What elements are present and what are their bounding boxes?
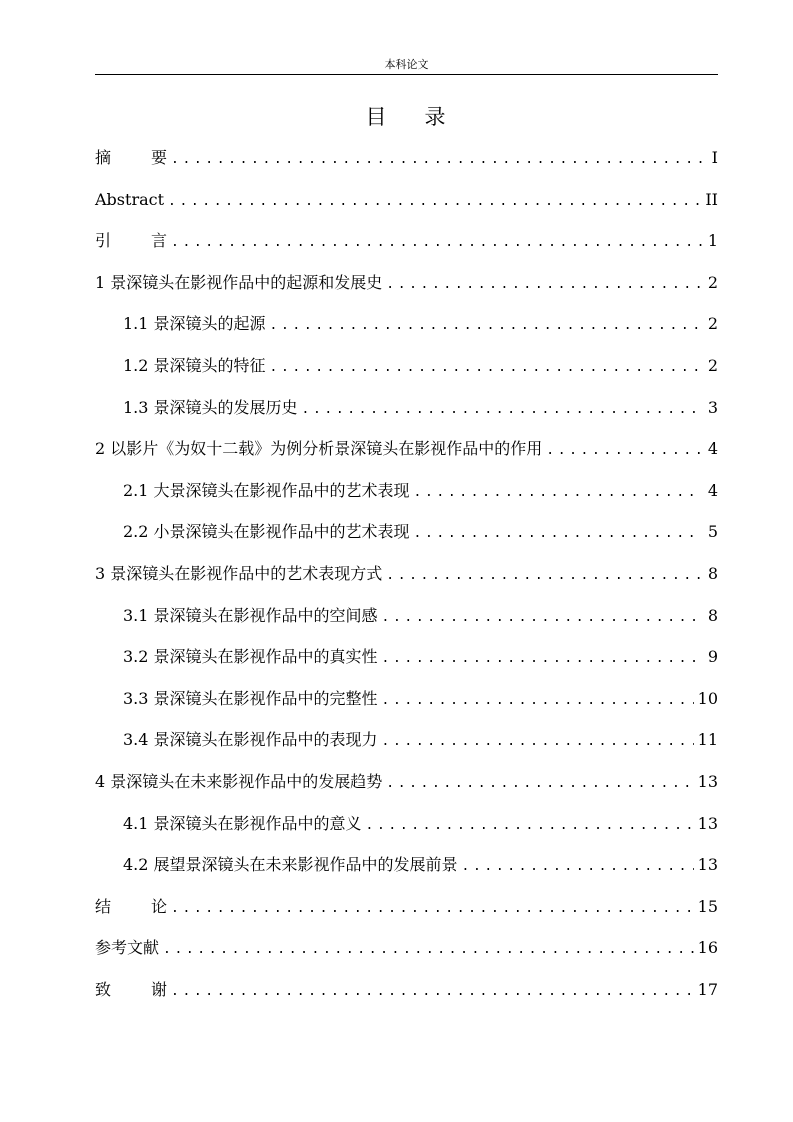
toc-leader-dots (386, 555, 702, 597)
toc-subentry[interactable] (95, 470, 718, 512)
toc-entry-label: 2 以影片《为奴十二载》为例分析景深镜头在影视作品中的作用 (95, 439, 543, 459)
toc-entry-label: 2.1 大景深镜头在影视作品中的艺术表现 (123, 480, 410, 500)
toc-entry-page: 4 (707, 439, 718, 459)
toc-subentry[interactable] (95, 803, 718, 845)
toc-leader-dots (462, 846, 694, 888)
toc-entry-page: 13 (697, 855, 718, 875)
toc-entry-label: 摘 要 (95, 148, 168, 167)
toc-subentry[interactable] (95, 595, 718, 637)
toc-entry-label: Abstract (95, 189, 165, 209)
toc-subentry[interactable] (95, 303, 718, 345)
toc-entry-page: 11 (697, 730, 718, 750)
toc-entry[interactable] (95, 969, 718, 1011)
toc-leader-dots (386, 763, 693, 805)
toc-entry-label: 引 言 (95, 231, 168, 251)
toc-leader-dots (382, 680, 694, 722)
toc-leader-dots (382, 597, 702, 639)
toc-entry-label: 致 谢 (95, 979, 168, 999)
toc-leader-dots (168, 181, 701, 223)
toc-entry[interactable] (95, 886, 718, 928)
toc-entry-label: 1 景深镜头在影视作品中的起源和发展史 (95, 272, 383, 292)
table-of-contents (95, 137, 718, 1010)
toc-entry-page: 3 (707, 397, 718, 417)
toc-title (95, 101, 718, 131)
toc-leader-dots (382, 638, 702, 680)
toc-entry-label: 参考文献 (95, 938, 160, 958)
toc-leader-dots (382, 721, 694, 763)
toc-entry-label: 3.1 景深镜头在影视作品中的空间感 (123, 605, 378, 625)
toc-entry-page: 15 (697, 896, 718, 916)
toc-entry-label: 1.3 景深镜头的发展历史 (123, 397, 298, 417)
toc-leader-dots (414, 472, 702, 514)
toc-leader-dots (270, 347, 702, 389)
toc-entry-page: 9 (707, 647, 718, 667)
toc-entry-label: 3.3 景深镜头在影视作品中的完整性 (123, 688, 378, 708)
toc-entry-label: 1.2 景深镜头的特征 (123, 355, 266, 375)
toc-entry-page: 10 (697, 688, 718, 708)
toc-entry[interactable] (95, 262, 718, 304)
header-divider (95, 74, 718, 75)
toc-entry-page: 2 (707, 272, 718, 292)
toc-entry[interactable] (95, 927, 718, 969)
toc-entry-label: 3.4 景深镜头在影视作品中的表现力 (123, 730, 378, 750)
toc-entry-label: 4 景深镜头在未来影视作品中的发展趋势 (95, 771, 383, 791)
toc-leader-dots (366, 805, 694, 847)
toc-entry-label: 1.1 景深镜头的起源 (123, 314, 266, 334)
toc-leader-dots (270, 305, 702, 347)
toc-entry[interactable] (95, 553, 718, 595)
toc-entry-page: 8 (707, 563, 718, 583)
page-header: 本科论文 (384, 58, 429, 71)
toc-entry-page: 17 (697, 979, 718, 999)
toc-entry-page: 2 (707, 355, 718, 375)
toc-subentry[interactable] (95, 387, 718, 429)
toc-leader-dots (171, 139, 702, 181)
toc-entry-page: 16 (697, 938, 718, 958)
toc-subentry[interactable] (95, 511, 718, 553)
toc-subentry[interactable] (95, 678, 718, 720)
toc-entry-label: 4.2 展望景深镜头在未来影视作品中的发展前景 (123, 855, 458, 875)
toc-leader-dots (414, 513, 702, 555)
toc-entry-label: 3.2 景深镜头在影视作品中的真实性 (123, 647, 378, 667)
toc-entry[interactable] (95, 137, 718, 179)
toc-entry-label: 结 论 (95, 896, 168, 916)
toc-entry[interactable] (95, 179, 718, 221)
toc-subentry[interactable] (95, 719, 718, 761)
toc-entry-page: 4 (707, 480, 718, 500)
toc-entry-page: 5 (707, 522, 718, 542)
toc-leader-dots (546, 430, 702, 472)
toc-entry-page: 13 (697, 771, 718, 791)
toc-leader-dots (163, 929, 694, 971)
toc-leader-dots (386, 264, 702, 306)
toc-entry-page: 13 (697, 813, 718, 833)
toc-entry-page: 2 (707, 314, 718, 334)
toc-title-char-1: 目 (365, 105, 389, 129)
toc-subentry[interactable] (95, 345, 718, 387)
toc-entry-label: 4.1 景深镜头在影视作品中的意义 (123, 813, 362, 833)
toc-leader-dots (302, 389, 702, 431)
toc-entry[interactable] (95, 428, 718, 470)
toc-subentry[interactable] (95, 844, 718, 886)
toc-entry-label: 2.2 小景深镜头在影视作品中的艺术表现 (123, 522, 410, 542)
toc-entry-label: 3 景深镜头在影视作品中的艺术表现方式 (95, 563, 383, 583)
toc-entry-page: 1 (707, 231, 718, 251)
toc-title-char-2: 录 (424, 105, 448, 129)
toc-leader-dots (171, 222, 702, 264)
toc-leader-dots (171, 888, 694, 930)
toc-entry-page: II (705, 189, 718, 209)
toc-leader-dots (171, 971, 694, 1013)
toc-entry-page: 8 (707, 605, 718, 625)
toc-subentry[interactable] (95, 636, 718, 678)
toc-entry-page: I (711, 148, 718, 167)
toc-entry[interactable] (95, 761, 718, 803)
toc-entry[interactable] (95, 220, 718, 262)
